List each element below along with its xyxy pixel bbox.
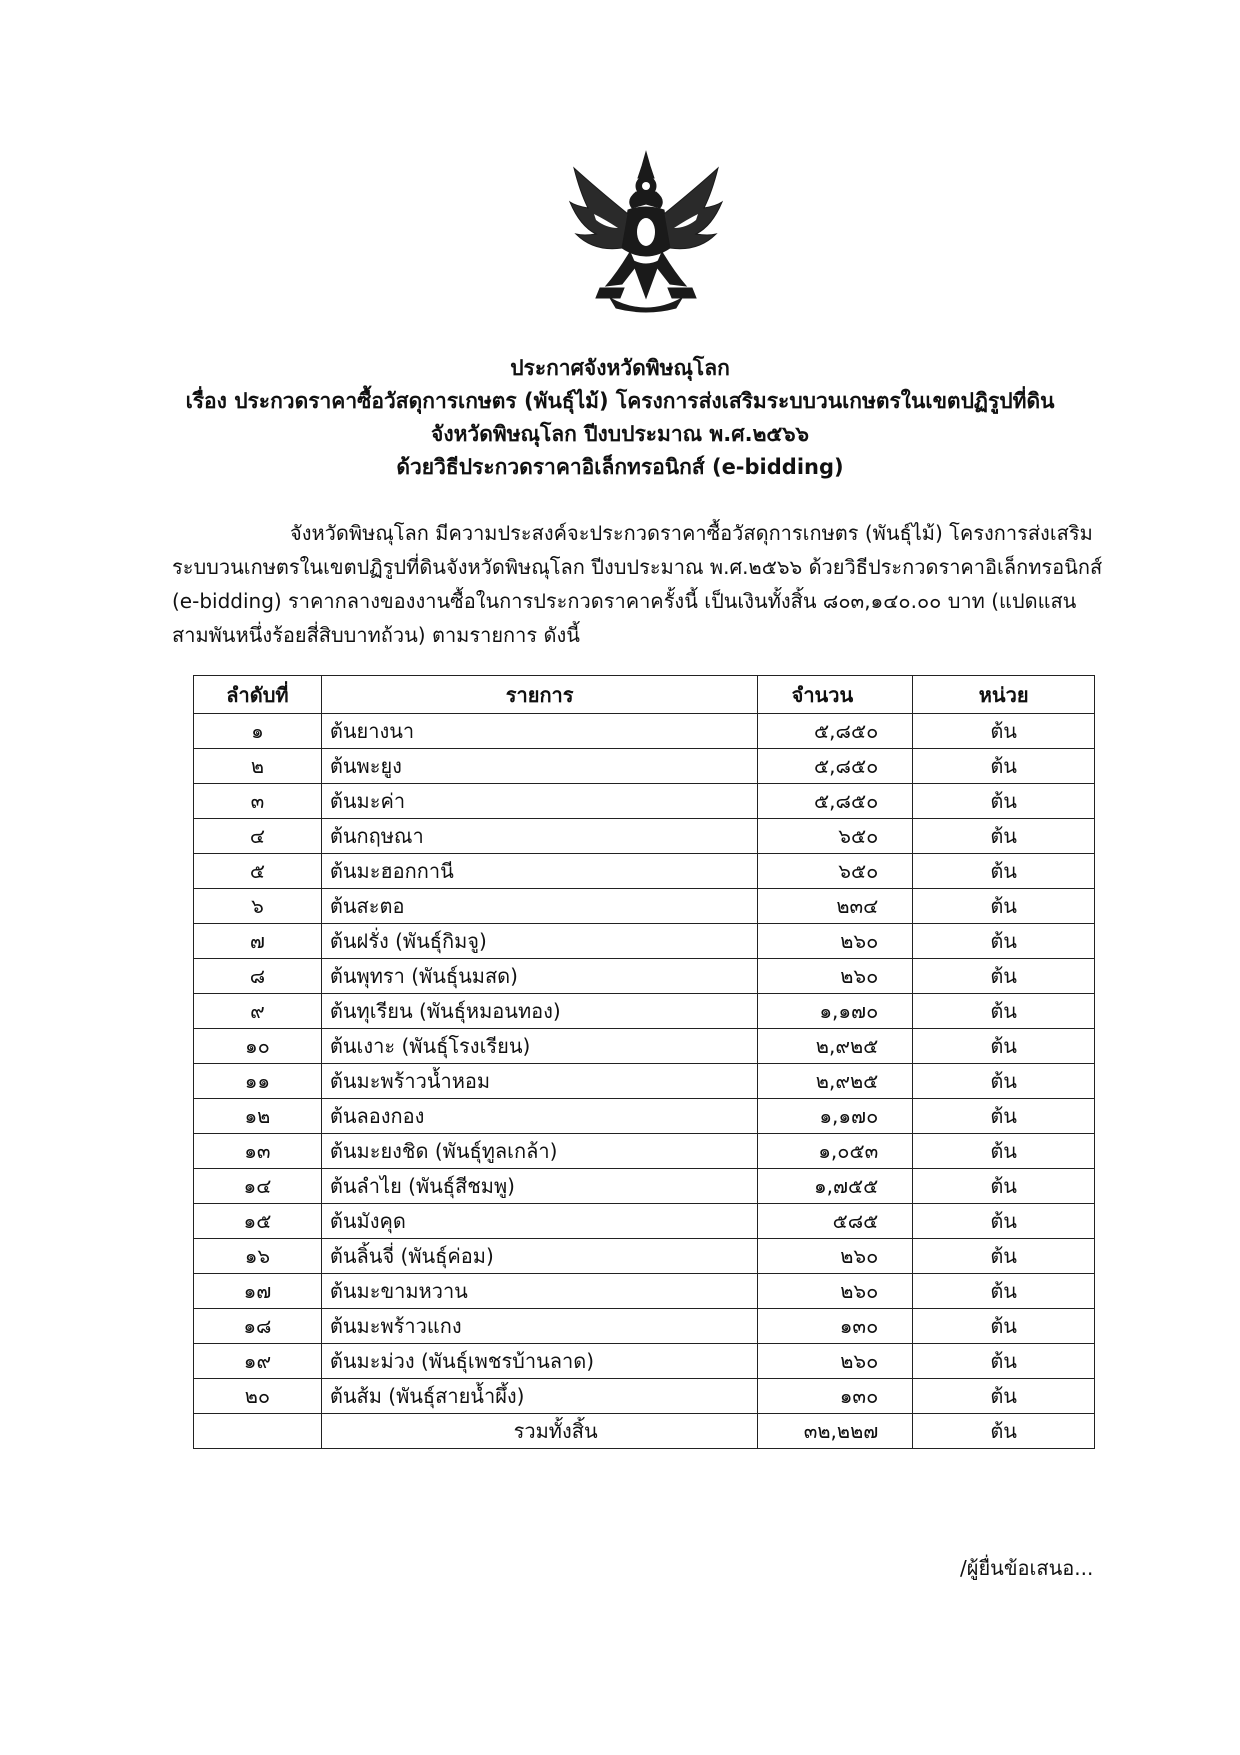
row-unit: ต้น — [913, 1344, 1095, 1379]
row-unit: ต้น — [913, 854, 1095, 889]
row-item-name: ต้นพุทรา (พันธุ์นมสด) — [321, 959, 758, 994]
row-number: ๙ — [194, 994, 322, 1029]
row-unit: ต้น — [913, 1309, 1095, 1344]
table-row — [194, 1029, 1095, 1064]
row-number: ๕ — [194, 854, 322, 889]
row-unit: ต้น — [913, 1204, 1095, 1239]
total-empty-cell — [194, 1414, 322, 1449]
table-row — [194, 1239, 1095, 1274]
row-quantity: ๒,๙๒๕ — [758, 1064, 913, 1099]
body-line-2: ระบบวนเกษตรในเขตปฏิรูปที่ดินจังหวัดพิษณุโลก ปีงบประมาณ พ.ศ.๒๕๖๖ ด้วยวิธีประกวดราคาอิเล็กทรอนิกส์ — [172, 555, 1103, 579]
row-item-name: ต้นยางนา — [321, 714, 758, 749]
header-quantity: จำนวน — [758, 676, 913, 714]
row-quantity: ๒๖๐ — [758, 959, 913, 994]
row-item-name: ต้นสะตอ — [321, 889, 758, 924]
row-quantity: ๕,๘๕๐ — [758, 714, 913, 749]
row-quantity: ๑,๑๗๐ — [758, 1099, 913, 1134]
row-number: ๑๗ — [194, 1274, 322, 1309]
announcement-heading — [0, 352, 1240, 484]
row-unit: ต้น — [913, 1169, 1095, 1204]
row-unit: ต้น — [913, 1099, 1095, 1134]
row-unit: ต้น — [913, 994, 1095, 1029]
table-row — [194, 1064, 1095, 1099]
row-unit: ต้น — [913, 1134, 1095, 1169]
row-quantity: ๒๖๐ — [758, 1274, 913, 1309]
items-table-body — [194, 714, 1095, 1414]
row-item-name: ต้นมะม่วง (พันธุ์เพชรบ้านลาด) — [321, 1344, 758, 1379]
row-number: ๑๔ — [194, 1169, 322, 1204]
row-number: ๑๒ — [194, 1099, 322, 1134]
table-row — [194, 714, 1095, 749]
row-item-name: ต้นมะพร้าวแกง — [321, 1309, 758, 1344]
row-item-name: ต้นลองกอง — [321, 1099, 758, 1134]
body-line-1: จังหวัดพิษณุโลก มีความประสงค์จะประกวดราคาซื้อวัสดุการเกษตร (พันธุ์ไม้) โครงการส่งเสริม — [290, 521, 1093, 545]
header-no: ลำดับที่ — [194, 676, 322, 714]
continuation-note: /ผู้ยื่นข้อเสนอ... — [960, 1556, 1094, 1580]
row-unit: ต้น — [913, 714, 1095, 749]
row-number: ๑๑ — [194, 1064, 322, 1099]
table-row — [194, 1134, 1095, 1169]
table-row — [194, 924, 1095, 959]
row-quantity: ๖๕๐ — [758, 819, 913, 854]
body-line-3: (e-bidding) ราคากลางของงานซื้อในการประกวดราคาครั้งนี้ เป็นเงินทั้งสิ้น ๘๐๓,๑๔๐.๐๐ บาท (แปดแสน — [172, 589, 1077, 613]
table-row — [194, 1099, 1095, 1134]
table-row — [194, 1379, 1095, 1414]
row-item-name: ต้นส้ม (พันธุ์สายน้ำผึ้ง) — [321, 1379, 758, 1414]
row-item-name: ต้นมะฮอกกานี — [321, 854, 758, 889]
row-item-name: ต้นลำไย (พันธุ์สีชมพู) — [321, 1169, 758, 1204]
row-item-name: ต้นมะพร้าวน้ำหอม — [321, 1064, 758, 1099]
row-quantity: ๒๖๐ — [758, 1344, 913, 1379]
row-number: ๔ — [194, 819, 322, 854]
row-number: ๑๖ — [194, 1239, 322, 1274]
header-item: รายการ — [321, 676, 758, 714]
row-quantity: ๑๓๐ — [758, 1309, 913, 1344]
row-unit: ต้น — [913, 1379, 1095, 1414]
row-unit: ต้น — [913, 959, 1095, 994]
row-number: ๒๐ — [194, 1379, 322, 1414]
subject-line-3: ด้วยวิธีประกวดราคาอิเล็กทรอนิกส์ (e-bidding) — [396, 455, 844, 479]
row-quantity: ๖๕๐ — [758, 854, 913, 889]
row-quantity: ๕,๘๕๐ — [758, 749, 913, 784]
row-number: ๑๓ — [194, 1134, 322, 1169]
items-table — [193, 675, 1095, 1449]
row-item-name: ต้นมะขามหวาน — [321, 1274, 758, 1309]
row-number: ๓ — [194, 784, 322, 819]
row-quantity: ๑,๐๕๓ — [758, 1134, 913, 1169]
subject-line-1: เรื่อง ประกวดราคาซื้อวัสดุการเกษตร (พันธุ์ไม้) โครงการส่งเสริมระบบวนเกษตรในเขตปฏิรูปที่ดิน — [185, 389, 1055, 413]
row-unit: ต้น — [913, 924, 1095, 959]
row-unit: ต้น — [913, 749, 1095, 784]
table-row — [194, 1274, 1095, 1309]
table-row — [194, 1169, 1095, 1204]
row-quantity: ๕,๘๕๐ — [758, 784, 913, 819]
row-number: ๑ — [194, 714, 322, 749]
row-item-name: ต้นกฤษณา — [321, 819, 758, 854]
table-row — [194, 854, 1095, 889]
table-row — [194, 889, 1095, 924]
row-unit: ต้น — [913, 819, 1095, 854]
header-unit: หน่วย — [913, 676, 1095, 714]
row-unit: ต้น — [913, 1274, 1095, 1309]
subject-line-2: จังหวัดพิษณุโลก ปีงบประมาณ พ.ศ.๒๕๖๖ — [431, 422, 809, 446]
table-row — [194, 1204, 1095, 1239]
total-row — [194, 1414, 1095, 1449]
row-item-name: ต้นพะยูง — [321, 749, 758, 784]
row-unit: ต้น — [913, 1239, 1095, 1274]
table-header-row — [194, 676, 1095, 714]
row-unit: ต้น — [913, 1064, 1095, 1099]
total-unit: ต้น — [913, 1414, 1095, 1449]
announcement-body — [172, 516, 1122, 652]
table-row — [194, 749, 1095, 784]
table-row — [194, 959, 1095, 994]
table-row — [194, 1309, 1095, 1344]
row-quantity: ๒,๙๒๕ — [758, 1029, 913, 1064]
row-number: ๑๕ — [194, 1204, 322, 1239]
row-item-name: ต้นมะค่า — [321, 784, 758, 819]
row-unit: ต้น — [913, 889, 1095, 924]
row-quantity: ๒๖๐ — [758, 1239, 913, 1274]
row-number: ๘ — [194, 959, 322, 994]
row-item-name: ต้นเงาะ (พันธุ์โรงเรียน) — [321, 1029, 758, 1064]
row-quantity: ๑๓๐ — [758, 1379, 913, 1414]
row-unit: ต้น — [913, 784, 1095, 819]
row-number: ๗ — [194, 924, 322, 959]
row-number: ๒ — [194, 749, 322, 784]
announcement-title: ประกาศจังหวัดพิษณุโลก — [510, 356, 730, 380]
row-item-name: ต้นมังคุด — [321, 1204, 758, 1239]
row-quantity: ๕๘๕ — [758, 1204, 913, 1239]
total-quantity: ๓๒,๒๒๗ — [758, 1414, 913, 1449]
row-unit: ต้น — [913, 1029, 1095, 1064]
row-quantity: ๑,๑๗๐ — [758, 994, 913, 1029]
row-item-name: ต้นฝรั่ง (พันธุ์กิมจู) — [321, 924, 758, 959]
row-quantity: ๒๓๔ — [758, 889, 913, 924]
table-row — [194, 1344, 1095, 1379]
row-number: ๑๐ — [194, 1029, 322, 1064]
table-row — [194, 819, 1095, 854]
row-item-name: ต้นลิ้นจี่ (พันธุ์ค่อม) — [321, 1239, 758, 1274]
row-number: ๖ — [194, 889, 322, 924]
table-row — [194, 994, 1095, 1029]
row-number: ๑๙ — [194, 1344, 322, 1379]
total-label: รวมทั้งสิ้น — [321, 1414, 758, 1449]
garuda-emblem-icon — [566, 148, 726, 318]
row-item-name: ต้นทุเรียน (พันธุ์หมอนทอง) — [321, 994, 758, 1029]
row-quantity: ๑,๗๕๕ — [758, 1169, 913, 1204]
row-item-name: ต้นมะยงชิด (พันธุ์ทูลเกล้า) — [321, 1134, 758, 1169]
row-quantity: ๒๖๐ — [758, 924, 913, 959]
row-number: ๑๘ — [194, 1309, 322, 1344]
body-line-4: สามพันหนึ่งร้อยสี่สิบบาทถ้วน) ตามรายการ ดังนี้ — [172, 623, 580, 647]
table-row — [194, 784, 1095, 819]
